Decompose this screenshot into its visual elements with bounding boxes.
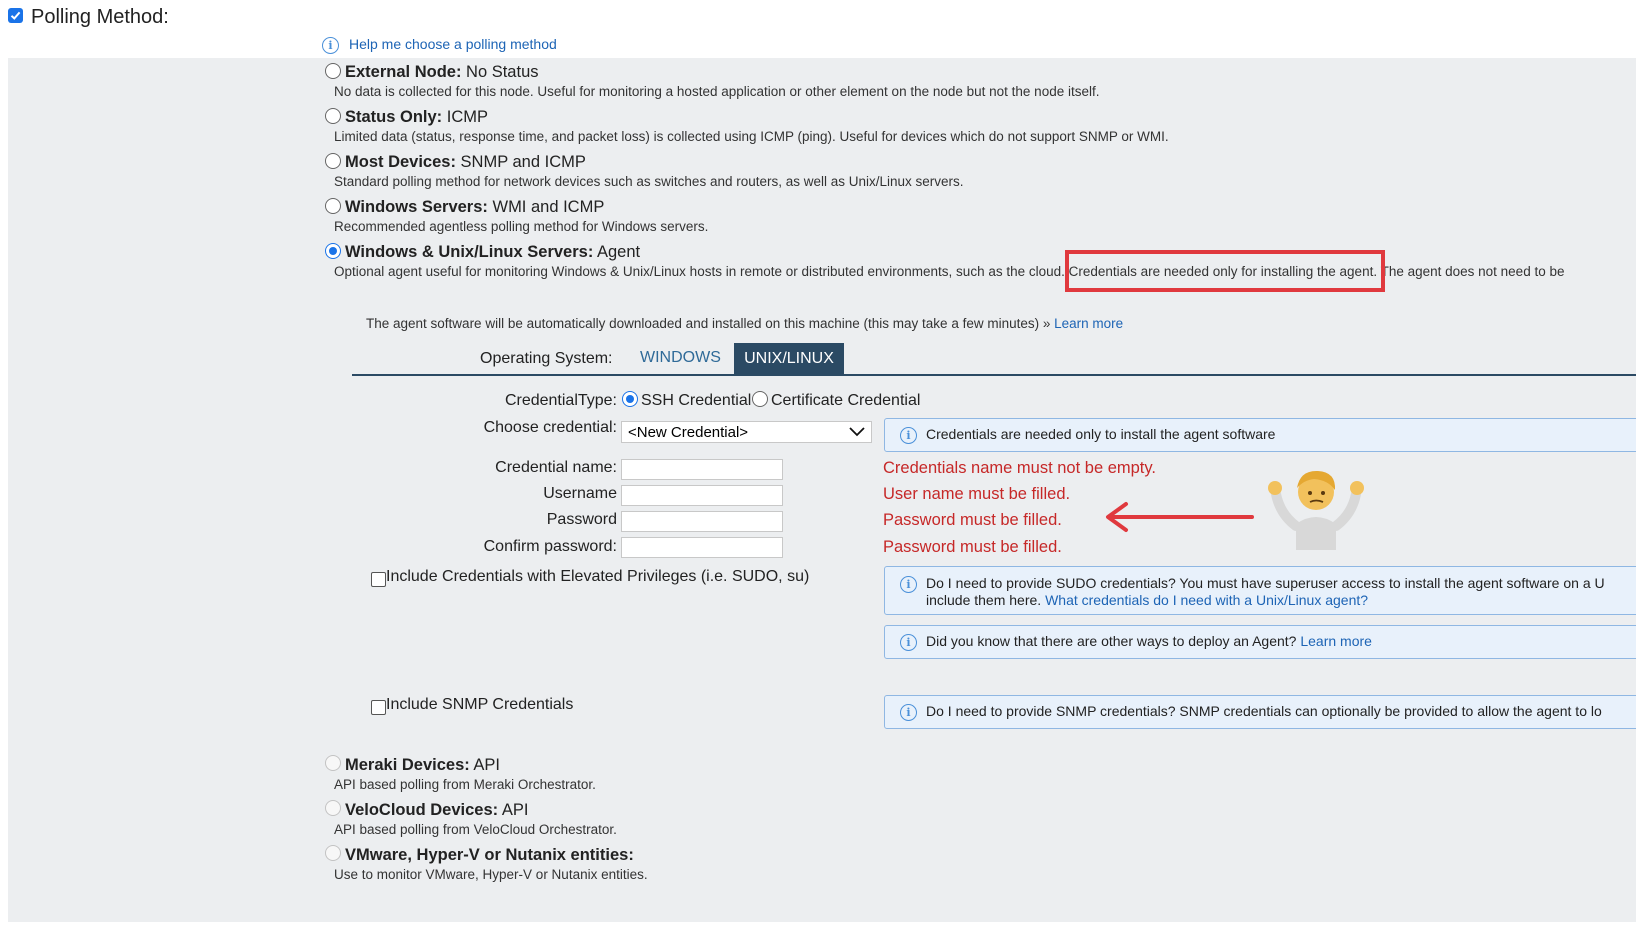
info-credentials-text: Credentials are needed only to install the agent software: [926, 426, 1276, 442]
choose-credential-value: <New Credential>: [628, 424, 749, 441]
info-sudo-box: [884, 566, 1636, 615]
option-external-node-desc: No data is collected for this node. Useful for monitoring a hosted application or other element on the node but not the node itself.: [334, 84, 1100, 99]
option-status-only-title: Status Only: ICMP: [345, 108, 489, 126]
info-icon: i: [900, 427, 917, 444]
error-password: Password must be filled.: [883, 511, 1062, 529]
polling-method-title: Polling Method:: [31, 6, 169, 28]
info-deploy-box: [884, 625, 1636, 659]
agent-learn-more-link[interactable]: Learn more: [1054, 316, 1124, 331]
option-agent-title: Windows & Unix/Linux Servers: Agent: [345, 243, 641, 261]
password-label: Password: [546, 511, 617, 528]
option-meraki-desc: API based polling from Meraki Orchestrator.: [334, 777, 596, 792]
radio-most-devices[interactable]: [325, 153, 341, 169]
snmp-credentials-checkbox[interactable]: [371, 700, 386, 715]
ssh-credential-label: SSH Credential: [641, 392, 752, 409]
credential-name-input[interactable]: [621, 459, 783, 480]
tab-unix-linux[interactable]: UNIX/LINUX: [734, 343, 844, 375]
option-most-devices-desc: Standard polling method for network devices such as switches and routers, as well as Unix/Linux servers.: [334, 174, 964, 189]
password-input[interactable]: [621, 511, 783, 532]
credential-type-label: CredentialType:: [504, 392, 617, 409]
username-label: Username: [543, 485, 617, 502]
radio-certificate-credential[interactable]: [752, 391, 768, 407]
error-confirm-password: Password must be filled.: [883, 538, 1062, 556]
option-agent-desc: Optional agent useful for monitoring Windows & Unix/Linux hosts in remote or distributed environments, such as the cloud. Credentials are needed only for installing the agent. The agent does not need to be: [334, 264, 1565, 279]
radio-windows-servers[interactable]: [325, 198, 341, 214]
error-username: User name must be filled.: [883, 485, 1071, 503]
agent-install-note: The agent software will be automatically downloaded and installed on this machine (this may take a few minutes) » Learn more: [366, 316, 1124, 331]
radio-vmware[interactable]: [325, 845, 341, 861]
radio-status-only[interactable]: [325, 108, 341, 124]
shrug-person-icon: [1266, 462, 1366, 552]
confirm-password-label: Confirm password:: [483, 538, 617, 555]
info-icon: i: [322, 37, 339, 54]
highlight-box: [1065, 250, 1385, 292]
radio-external-node[interactable]: [325, 63, 341, 79]
info-icon: i: [900, 634, 917, 651]
chevron-down-icon: [849, 427, 865, 437]
info-snmp-box: [884, 695, 1636, 729]
elevated-privileges-checkbox[interactable]: [371, 572, 386, 587]
info-deploy-text: Did you know that there are other ways to deploy an Agent? Learn more: [926, 633, 1372, 649]
option-velocloud-desc: API based polling from VeloCloud Orchestrator.: [334, 822, 617, 837]
radio-meraki[interactable]: [325, 755, 341, 771]
info-icon: i: [900, 576, 917, 593]
option-vmware-desc: Use to monitor VMware, Hyper-V or Nutanix entities.: [334, 867, 648, 882]
help-choose-link[interactable]: Help me choose a polling method: [349, 36, 557, 52]
deploy-learn-more-link[interactable]: Learn more: [1300, 633, 1372, 649]
option-windows-servers-title: Windows Servers: WMI and ICMP: [345, 198, 605, 216]
arrow-left-icon: [1100, 500, 1260, 534]
choose-credential-label: Choose credential:: [483, 419, 617, 436]
option-meraki-title: Meraki Devices: API: [345, 756, 501, 774]
snmp-credentials-label: Include SNMP Credentials: [386, 696, 574, 713]
option-velocloud-title: VeloCloud Devices: API: [345, 801, 529, 819]
option-vmware-title: VMware, Hyper-V or Nutanix entities:: [345, 846, 634, 864]
info-sudo-line2: include them here. What credentials do I need with a Unix/Linux agent?: [926, 592, 1369, 608]
radio-agent[interactable]: [325, 243, 341, 259]
confirm-password-input[interactable]: [621, 537, 783, 558]
username-input[interactable]: [621, 485, 783, 506]
info-sudo-line1: Do I need to provide SUDO credentials? You must have superuser access to install the agent software on a U: [926, 575, 1605, 591]
info-icon: i: [900, 704, 917, 721]
choose-credential-select[interactable]: [621, 421, 872, 443]
sudo-credentials-link[interactable]: What credentials do I need with a Unix/Linux agent?: [1045, 592, 1369, 608]
elevated-privileges-label: Include Credentials with Elevated Privileges (i.e. SUDO, su): [386, 568, 810, 585]
tab-windows[interactable]: WINDOWS: [640, 349, 721, 366]
credential-name-label: Credential name:: [495, 459, 617, 476]
option-most-devices-title: Most Devices: SNMP and ICMP: [345, 153, 586, 171]
polling-method-checkbox[interactable]: [8, 8, 23, 23]
tab-divider: [352, 374, 1636, 376]
radio-ssh-credential[interactable]: [622, 391, 638, 407]
info-credentials-box: [884, 418, 1636, 452]
radio-velocloud[interactable]: [325, 800, 341, 816]
info-snmp-text: Do I need to provide SNMP credentials? SNMP credentials can optionally be provided to allow the agent to lo: [926, 703, 1602, 719]
os-label: Operating System:: [480, 350, 613, 367]
option-status-only-desc: Limited data (status, response time, and packet loss) is collected using ICMP (ping). Useful for devices which do not support SNMP or WMI.: [334, 129, 1169, 144]
option-external-node-title: External Node: No Status: [345, 63, 539, 81]
certificate-credential-label: Certificate Credential: [771, 392, 921, 409]
option-windows-servers-desc: Recommended agentless polling method for Windows servers.: [334, 219, 709, 234]
error-credential-name: Credentials name must not be empty.: [883, 459, 1156, 477]
